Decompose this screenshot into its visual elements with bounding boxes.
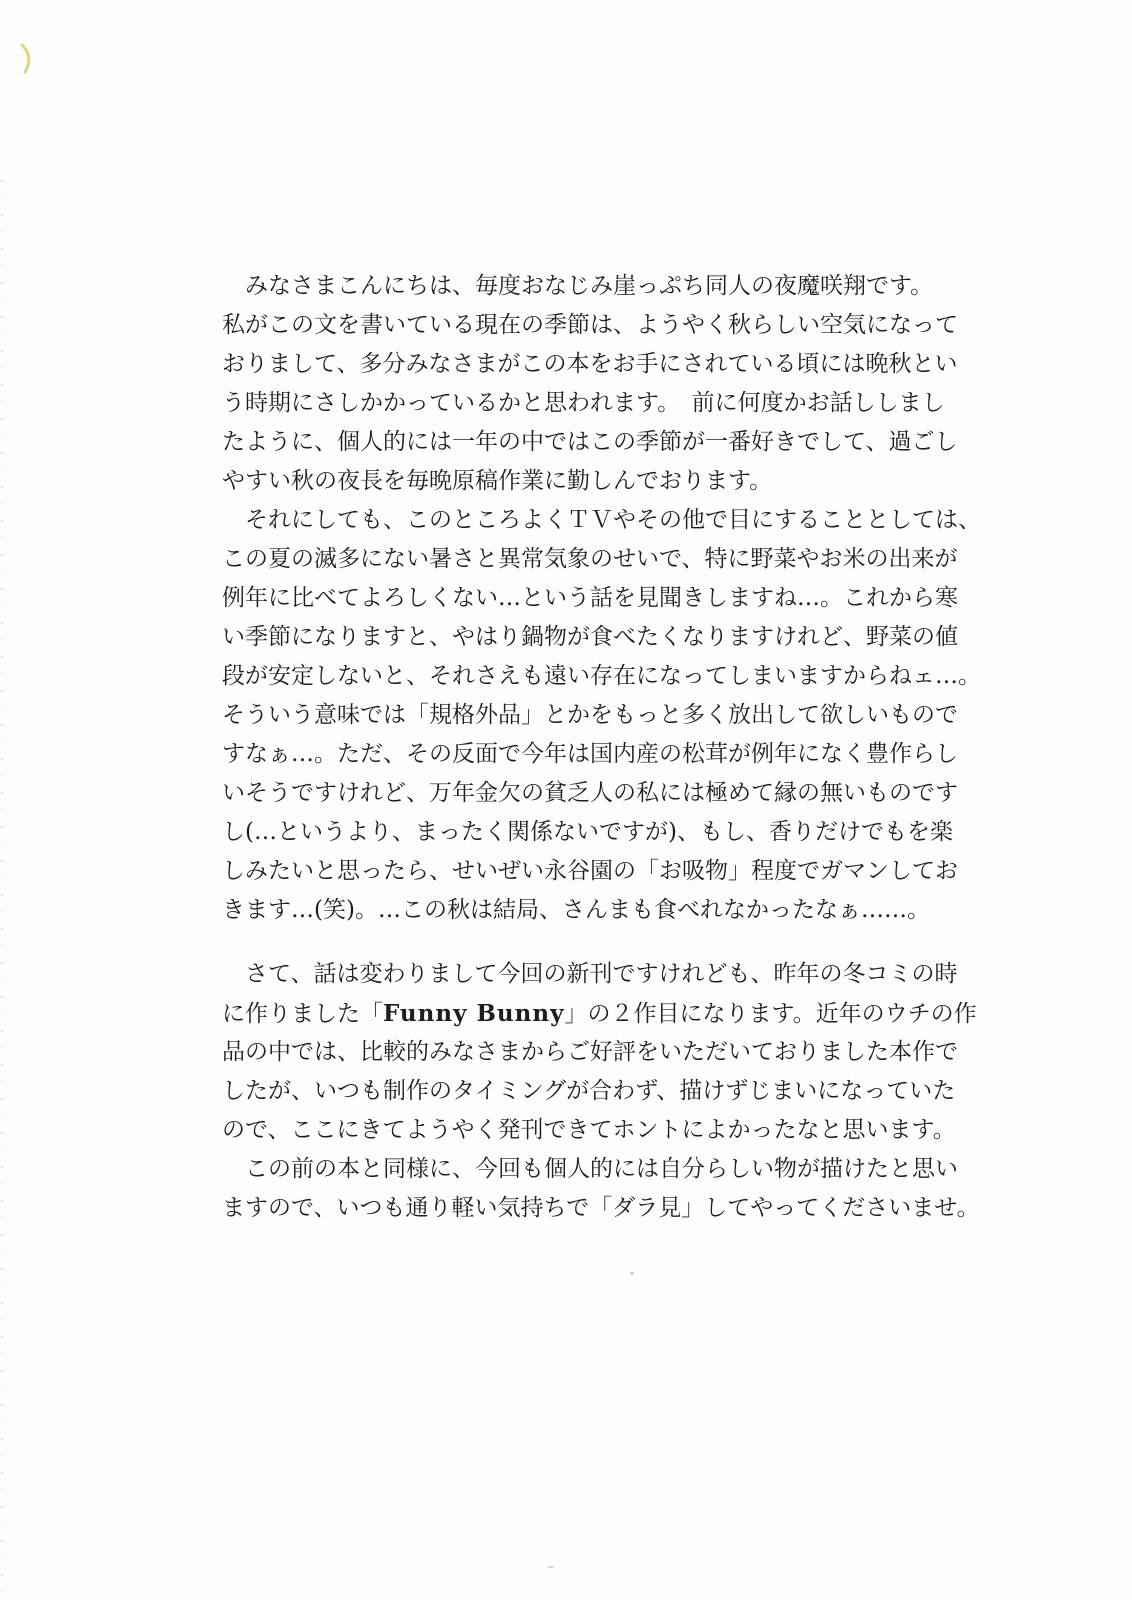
text-line: ますので、いつも通り軽い気持ちで「ダラ見」してやってくださいませ。 <box>222 1195 980 1221</box>
text-line: この前の本と同様に、今回も個人的には自分らしい物が描けたと思い <box>222 1156 958 1182</box>
text-line: ので、ここにきてようやく発刊できてホントによかったなと思います。 <box>222 1117 956 1143</box>
text-line: 品の中では、比較的みなさまからご好評をいただいておりました本作で <box>222 1039 958 1065</box>
text-line: いそうですけれど、万年金欠の貧乏人の私には極めて縁の無いものです <box>222 780 958 806</box>
smudge-stroke <box>22 45 29 72</box>
text-line-with-title <box>222 994 977 1033</box>
title-line-prefix: に作りました「 <box>222 1001 383 1027</box>
text-line: すなぁ…。ただ、その反面で今年は国内産の松茸が例年になく豊作らし <box>222 741 958 767</box>
text-line: そういう意味では「規格外品」とかをもっと多く放出して欲しいもので <box>222 702 958 728</box>
text-line: この夏の滅多にない暑さと異常気象のせいで、特に野菜やお米の出来が <box>222 546 958 572</box>
scan-edge-speckles <box>1 180 3 1600</box>
text-line: 段が安定しないと、それさえも遠い存在になってしまいますからねェ…。 <box>222 663 981 689</box>
text-line: し(…というより、まったく関係ないですが)、もし、香りだけでもを楽 <box>222 819 953 845</box>
text-line: したが、いつも制作のタイミングが合わず、描けずじまいになっていた <box>222 1078 956 1104</box>
text-line: やすい秋の夜長を毎晩原稿作業に勤しんでおります。 <box>222 468 773 494</box>
scan-speck <box>630 1272 634 1275</box>
text-line: さて、話は変わりまして今回の新刊ですけれども、昨年の冬コミの時 <box>222 961 958 987</box>
book-title-funny-bunny: Funny Bunny <box>383 1000 565 1027</box>
text-line: みなさまこんにちは、毎度おなじみ崖っぷち同人の夜魔咲翔です。 <box>222 273 934 299</box>
scan-speck <box>548 1566 554 1568</box>
text-line: 例年に比べてよろしくない…という話を見聞きしますね…。これから寒 <box>222 585 958 611</box>
text-line: たように、個人的には一年の中ではこの季節が一番好きでして、過ごし <box>222 429 958 455</box>
afterword-paragraph-1 <box>222 267 981 930</box>
text-line: おりまして、多分みなさまがこの本をお手にされている頃には晩秋とい <box>222 351 958 377</box>
text-line: それにしても、このところよくＴＶやその他で目にすることとしては、 <box>222 507 981 533</box>
text-line: う時期にさしかかっているかと思われます。 前に何度かお話ししまし <box>222 390 945 416</box>
text-line: い季節になりますと、やはり鍋物が食べたくなりますけれど、野菜の値 <box>222 624 958 650</box>
afterword-paragraph-2 <box>222 955 980 1228</box>
text-line: きます…(笑)。…この秋は結局、さんまも食べれなかったなぁ……。 <box>222 897 930 923</box>
title-line-suffix: 」の２作目になります。近年のウチの作 <box>564 1001 977 1027</box>
scan-smudge-mark <box>18 42 36 76</box>
text-line: しみたいと思ったら、せいぜい永谷園の「お吸物」程度でガマンしてお <box>222 858 958 884</box>
text-line: 私がこの文を書いている現在の季節は、ようやく秋らしい空気になって <box>222 312 958 338</box>
